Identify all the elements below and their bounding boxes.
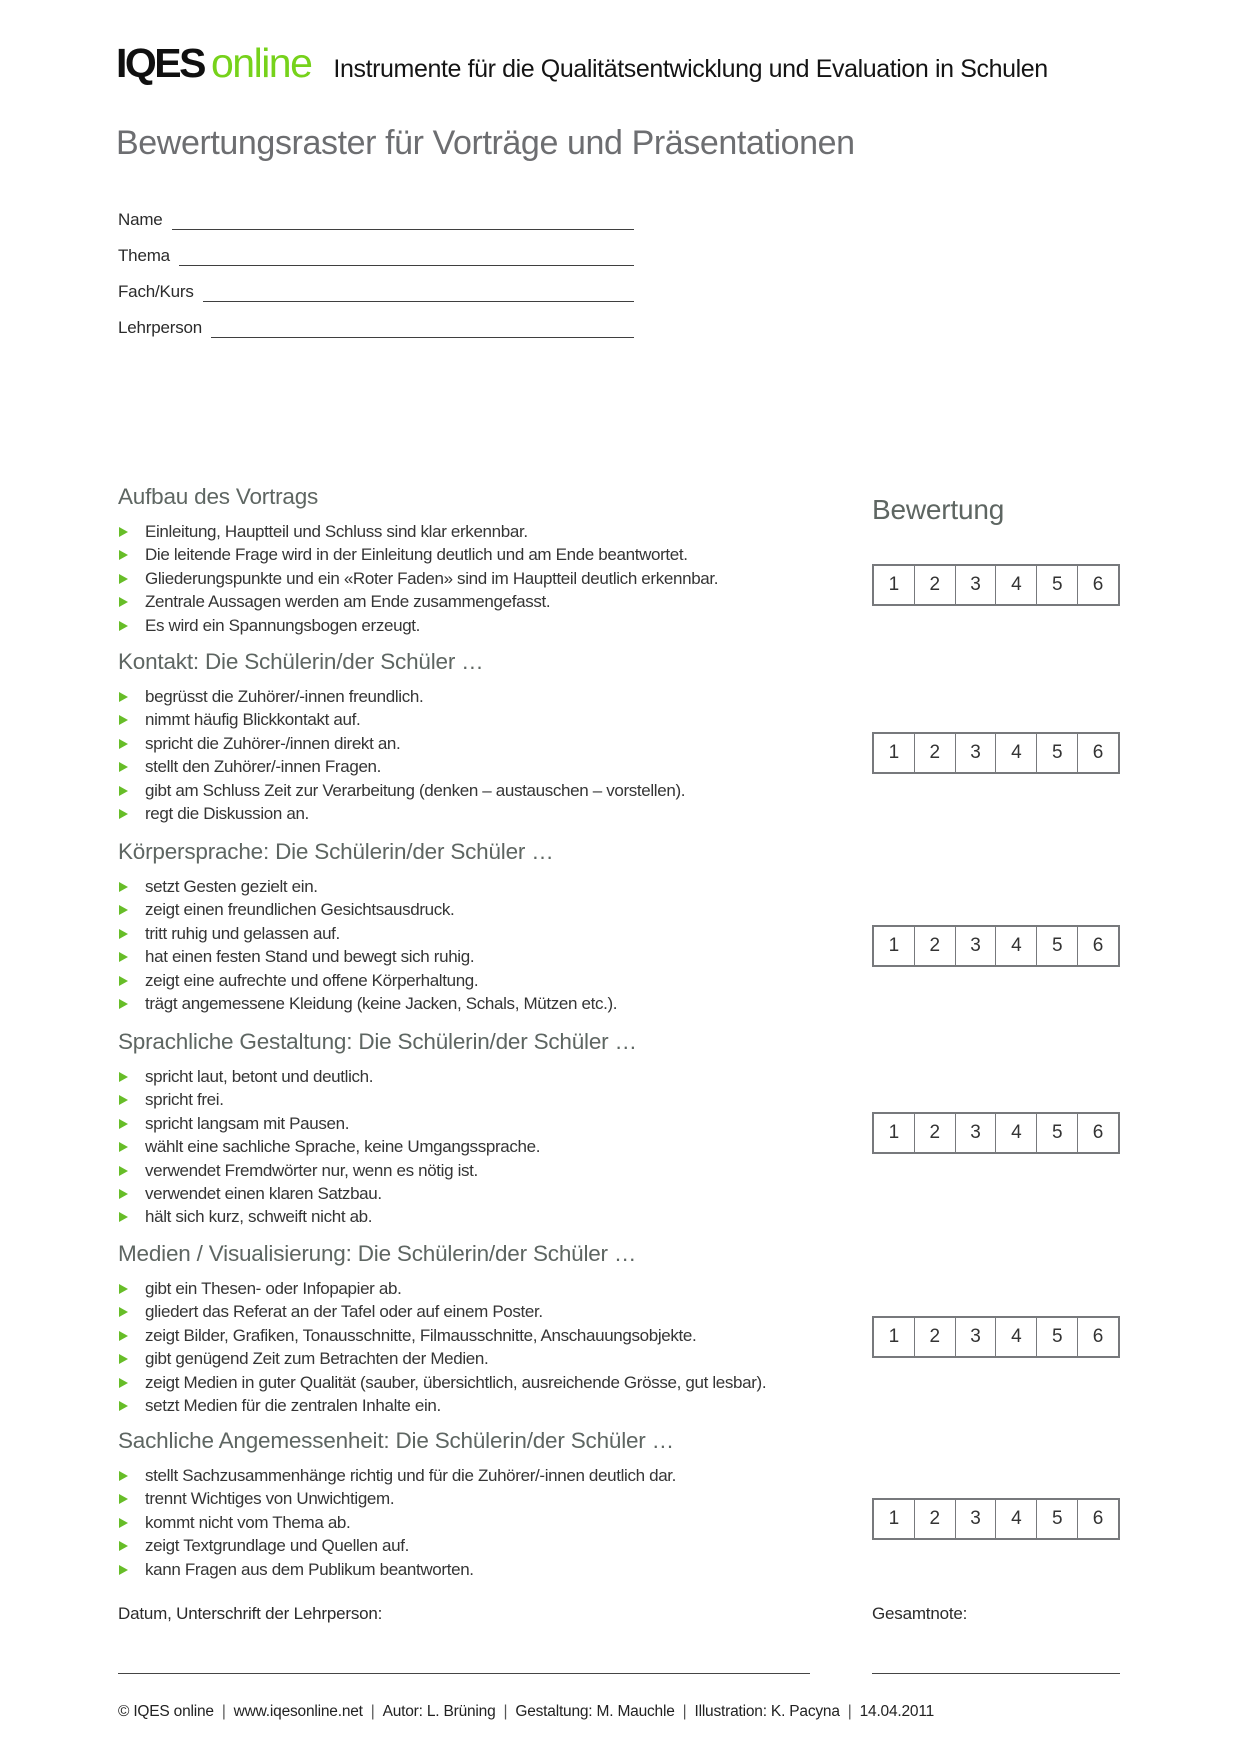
list-item: spricht frei. (118, 1089, 637, 1112)
bullet-arrow-icon (119, 1119, 128, 1129)
footer-separator: | (370, 1703, 375, 1720)
bullet-arrow-icon (119, 999, 128, 1009)
criteria-list (118, 876, 617, 1016)
thema-label: Thema (118, 246, 170, 265)
rating-cell-2[interactable]: 2 (914, 1500, 955, 1538)
footer-separator: | (682, 1703, 687, 1720)
rating-cell-1[interactable]: 1 (888, 935, 900, 956)
footer-author: Autor: L. Brüning (382, 1703, 496, 1720)
bullet-arrow-icon (119, 692, 128, 702)
section-heading: Kontakt: Die Schülerin/der Schüler … (118, 649, 484, 674)
section-koerpersprache (118, 838, 617, 1016)
rating-cell-2[interactable]: 2 (914, 734, 955, 772)
section-kontakt (118, 648, 685, 826)
rating-cell-2[interactable]: 2 (914, 1114, 955, 1152)
rating-cell-4[interactable]: 4 (995, 566, 1036, 604)
list-item: gibt genügend Zeit zum Betrachten der Medien. (118, 1348, 766, 1371)
rating-heading: Bewertung (872, 494, 1005, 525)
rating-cell-3[interactable]: 3 (955, 734, 996, 772)
list-item: hält sich kurz, schweift nicht ab. (118, 1206, 637, 1229)
footer-illustration: Illustration: K. Pacyna (694, 1703, 840, 1720)
page-title: Bewertungsraster für Vorträge und Präsentationen (116, 124, 855, 162)
field-row-lehrperson (118, 314, 634, 338)
bullet-arrow-icon (119, 1541, 128, 1551)
bullet-arrow-icon (119, 952, 128, 962)
list-item: kann Fragen aus dem Publikum beantworten. (118, 1559, 676, 1582)
section-medien-visualisierung (118, 1240, 766, 1418)
bullet-arrow-icon (119, 809, 128, 819)
field-row-fach-kurs (118, 278, 634, 302)
iqes-logo: IQES (116, 40, 204, 86)
header-brand (116, 40, 1048, 87)
list-item: stellt den Zuhörer/-innen Fragen. (118, 756, 685, 779)
rating-cell-4[interactable]: 4 (995, 1318, 1036, 1356)
bullet-arrow-icon (119, 550, 128, 560)
bullet-arrow-icon (119, 621, 128, 631)
bullet-arrow-icon (119, 1095, 128, 1105)
list-item: kommt nicht vom Thema ab. (118, 1512, 676, 1535)
rating-cell-1[interactable]: 1 (888, 1326, 900, 1347)
rating-cell-2[interactable]: 2 (914, 1318, 955, 1356)
bullet-arrow-icon (119, 1471, 128, 1481)
list-item: gliedert das Referat an der Tafel oder auf einem Poster. (118, 1301, 766, 1324)
rating-cell-6[interactable]: 6 (1077, 927, 1118, 965)
thema-field[interactable] (179, 247, 634, 266)
rating-cell-6[interactable]: 6 (1077, 1500, 1118, 1538)
footer-separator: | (847, 1703, 852, 1720)
rating-cell-2[interactable]: 2 (914, 566, 955, 604)
rating-cell-3[interactable]: 3 (955, 1318, 996, 1356)
bullet-arrow-icon (119, 1284, 128, 1294)
field-row-thema (118, 242, 634, 266)
section-aufbau (118, 483, 718, 638)
list-item: zeigt eine aufrechte und offene Körperhaltung. (118, 970, 617, 993)
list-item: nimmt häufig Blickkontakt auf. (118, 709, 685, 732)
section-sprachliche-gestaltung (118, 1028, 637, 1230)
list-item: Einleitung, Hauptteil und Schluss sind klar erkennbar. (118, 521, 718, 544)
rating-cell-4[interactable]: 4 (995, 1500, 1036, 1538)
bullet-arrow-icon (119, 527, 128, 537)
rating-box-aufbau (872, 564, 1120, 606)
footer-separator: | (503, 1703, 508, 1720)
bullet-arrow-icon (119, 1166, 128, 1176)
signature-line[interactable] (118, 1673, 810, 1674)
bullet-arrow-icon (119, 739, 128, 749)
list-item: stellt Sachzusammenhänge richtig und für die Zuhörer/-innen deutlich dar. (118, 1465, 676, 1488)
list-item: setzt Gesten gezielt ein. (118, 876, 617, 899)
list-item: Es wird ein Spannungsbogen erzeugt. (118, 615, 718, 638)
rating-cell-5[interactable]: 5 (1036, 566, 1077, 604)
bullet-arrow-icon (119, 1189, 128, 1199)
rating-cell-5[interactable]: 5 (1036, 927, 1077, 965)
list-item: verwendet einen klaren Satzbau. (118, 1183, 637, 1206)
list-item: gibt am Schluss Zeit zur Verarbeitung (denken – austauschen – vorstellen). (118, 780, 685, 803)
bullet-arrow-icon (119, 905, 128, 915)
list-item: gibt ein Thesen- oder Infopapier ab. (118, 1278, 766, 1301)
field-row-name (118, 206, 634, 230)
bullet-arrow-icon (119, 1494, 128, 1504)
section-sachliche-angemessenheit (118, 1427, 676, 1582)
rating-cell-4[interactable]: 4 (995, 927, 1036, 965)
rating-cell-6[interactable]: 6 (1077, 1114, 1118, 1152)
list-item: zeigt Textgrundlage und Quellen auf. (118, 1535, 676, 1558)
bullet-arrow-icon (119, 597, 128, 607)
rating-cell-4[interactable]: 4 (995, 1114, 1036, 1152)
footer-date: 14.04.2011 (859, 1703, 935, 1720)
bullet-arrow-icon (119, 1072, 128, 1082)
bullet-arrow-icon (119, 1518, 128, 1528)
list-item: verwendet Fremdwörter nur, wenn es nötig ist. (118, 1160, 637, 1183)
rating-cell-3[interactable]: 3 (955, 566, 996, 604)
bullet-arrow-icon (119, 715, 128, 725)
rating-cell-3[interactable]: 3 (955, 1114, 996, 1152)
bullet-arrow-icon (119, 882, 128, 892)
grade-line[interactable] (872, 1673, 1120, 1674)
rating-cell-5[interactable]: 5 (1036, 734, 1077, 772)
list-item: spricht langsam mit Pausen. (118, 1113, 637, 1136)
footer-link[interactable]: www.iqesonline.net (233, 1703, 363, 1720)
section-heading: Medien / Visualisierung: Die Schülerin/der Schüler … (118, 1241, 637, 1266)
iqes-logo-online: online (210, 40, 312, 86)
footer-design: Gestaltung: M. Mauchle (515, 1703, 675, 1720)
bullet-arrow-icon (119, 786, 128, 796)
rating-cell-6[interactable]: 6 (1077, 1318, 1118, 1356)
name-field[interactable] (172, 211, 634, 230)
rating-box-sachliche-angemessenheit (872, 1498, 1120, 1540)
list-item: regt die Diskussion an. (118, 803, 685, 826)
list-item: tritt ruhig und gelassen auf. (118, 923, 617, 946)
list-item: trägt angemessene Kleidung (keine Jacken, Schals, Mützen etc.). (118, 993, 617, 1016)
criteria-list (118, 1465, 676, 1582)
rating-cell-5[interactable]: 5 (1036, 1500, 1077, 1538)
fach-kurs-label: Fach/Kurs (118, 282, 194, 301)
criteria-list (118, 521, 718, 638)
list-item: zeigt einen freundlichen Gesichtsausdruck. (118, 899, 617, 922)
bullet-arrow-icon (119, 1142, 128, 1152)
bullet-arrow-icon (119, 1354, 128, 1364)
lehrperson-label: Lehrperson (118, 318, 203, 337)
list-item: zeigt Medien in guter Qualität (sauber, übersichtlich, ausreichende Grösse, gut lesbar). (118, 1372, 766, 1395)
bullet-arrow-icon (119, 574, 128, 584)
list-item: spricht laut, betont und deutlich. (118, 1066, 637, 1089)
bullet-arrow-icon (119, 1565, 128, 1575)
section-heading: Sachliche Angemessenheit: Die Schülerin/der Schüler … (118, 1428, 674, 1453)
form-fields (118, 206, 634, 350)
rating-cell-1[interactable]: 1 (888, 574, 900, 595)
criteria-list (118, 1278, 766, 1418)
grade-label: Gesamtnote: (872, 1604, 968, 1623)
list-item: wählt eine sachliche Sprache, keine Umgangssprache. (118, 1136, 637, 1159)
footer (118, 1703, 934, 1721)
list-item: setzt Medien für die zentralen Inhalte ein. (118, 1395, 766, 1418)
rating-cell-1[interactable]: 1 (888, 1122, 900, 1143)
footer-copyright: © IQES online (118, 1703, 214, 1720)
list-item: zeigt Bilder, Grafiken, Tonausschnitte, Filmausschnitte, Anschauungsobjekte. (118, 1325, 766, 1348)
criteria-list (118, 1066, 637, 1230)
rating-cell-6[interactable]: 6 (1077, 734, 1118, 772)
rating-box-sprachliche-gestaltung (872, 1112, 1120, 1154)
rating-box-kontakt (872, 732, 1120, 774)
list-item: trennt Wichtiges von Unwichtigem. (118, 1488, 676, 1511)
name-label: Name (118, 210, 163, 229)
rating-cell-4[interactable]: 4 (995, 734, 1036, 772)
rating-box-medien (872, 1316, 1120, 1358)
bullet-arrow-icon (119, 929, 128, 939)
list-item: spricht die Zuhörer-/innen direkt an. (118, 733, 685, 756)
section-heading: Aufbau des Vortrags (118, 484, 319, 509)
criteria-list (118, 686, 685, 826)
fach-kurs-field[interactable] (203, 283, 634, 302)
header-tagline: Instrumente für die Qualitätsentwicklung und Evaluation in Schulen (333, 55, 1048, 83)
footer-separator: | (221, 1703, 226, 1720)
bullet-arrow-icon (119, 1212, 128, 1222)
signature-label: Datum, Unterschrift der Lehrperson: (118, 1604, 383, 1623)
bullet-arrow-icon (119, 1378, 128, 1388)
bullet-arrow-icon (119, 1331, 128, 1341)
bullet-arrow-icon (119, 762, 128, 772)
lehrperson-field[interactable] (211, 319, 634, 338)
list-item: Die leitende Frage wird in der Einleitung deutlich und am Ende beantwortet. (118, 544, 718, 567)
rating-cell-3[interactable]: 3 (955, 1500, 996, 1538)
bullet-arrow-icon (119, 976, 128, 986)
list-item: begrüsst die Zuhörer/-innen freundlich. (118, 686, 685, 709)
rating-cell-5[interactable]: 5 (1036, 1318, 1077, 1356)
rating-cell-3[interactable]: 3 (955, 927, 996, 965)
rating-cell-5[interactable]: 5 (1036, 1114, 1077, 1152)
list-item: Zentrale Aussagen werden am Ende zusammengefasst. (118, 591, 718, 614)
rating-cell-6[interactable]: 6 (1077, 566, 1118, 604)
section-heading: Sprachliche Gestaltung: Die Schülerin/der Schüler … (118, 1029, 637, 1054)
rating-cell-2[interactable]: 2 (914, 927, 955, 965)
bullet-arrow-icon (119, 1401, 128, 1411)
rating-cell-1[interactable]: 1 (888, 1508, 900, 1529)
bullet-arrow-icon (119, 1307, 128, 1317)
section-heading: Körpersprache: Die Schülerin/der Schüler … (118, 839, 554, 864)
rating-box-koerpersprache (872, 925, 1120, 967)
list-item: hat einen festen Stand und bewegt sich ruhig. (118, 946, 617, 969)
list-item: Gliederungspunkte und ein «Roter Faden» sind im Hauptteil deutlich erkennbar. (118, 568, 718, 591)
rating-cell-1[interactable]: 1 (888, 742, 900, 763)
